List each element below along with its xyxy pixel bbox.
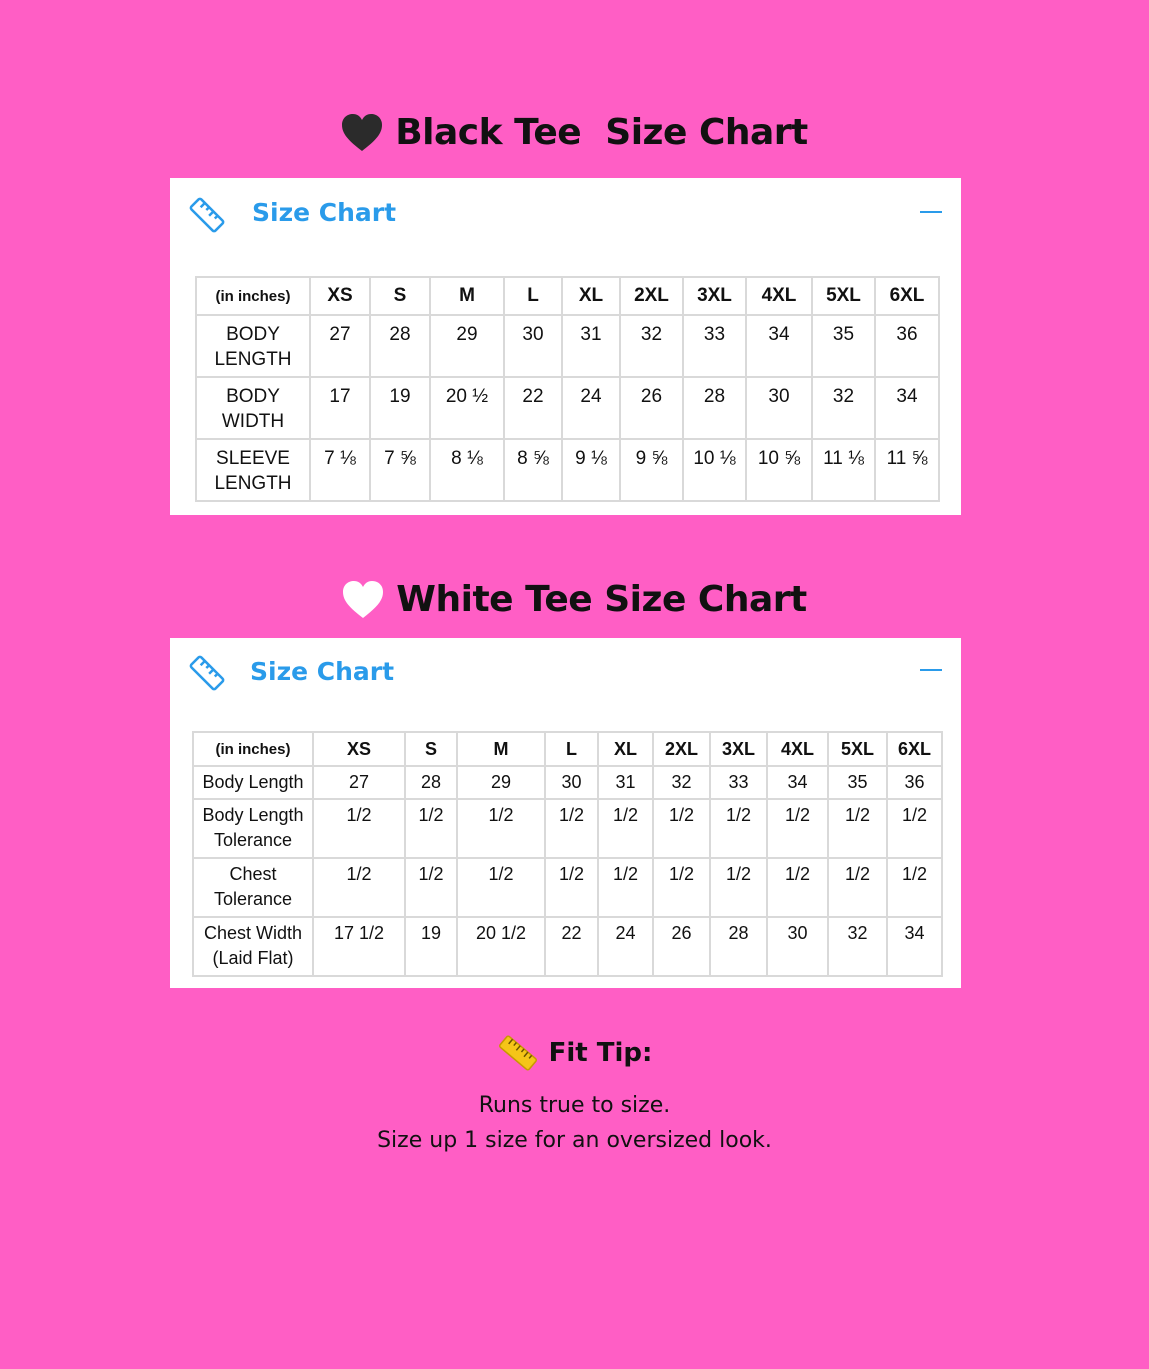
table-cell: 1/2 <box>767 858 828 917</box>
table-cell: 35 <box>812 315 875 377</box>
header-cell: S <box>370 277 430 315</box>
table-cell: 9 ⅝ <box>620 439 683 501</box>
table-cell: 8 ⅛ <box>430 439 504 501</box>
table-cell: 28 <box>710 917 767 976</box>
table-cell: 1/2 <box>545 858 598 917</box>
table-cell: 28 <box>683 377 746 439</box>
table-cell: 29 <box>430 315 504 377</box>
ruler-icon <box>188 196 226 234</box>
row-label: Body Length <box>193 766 313 799</box>
header-cell: L <box>545 732 598 766</box>
table-row <box>196 315 939 377</box>
header-cell: 3XL <box>710 732 767 766</box>
table-cell: 17 1/2 <box>313 917 405 976</box>
table-cell: 7 ⅝ <box>370 439 430 501</box>
table-cell: 1/2 <box>457 858 545 917</box>
table-cell: 28 <box>405 766 457 799</box>
header-cell: 4XL <box>767 732 828 766</box>
black-heart-icon <box>341 113 383 153</box>
table-row <box>196 439 939 501</box>
row-label: BODY WIDTH <box>196 377 310 439</box>
table-cell: 29 <box>457 766 545 799</box>
header-cell: 5XL <box>828 732 887 766</box>
table-cell: 34 <box>887 917 942 976</box>
table-cell: 1/2 <box>653 799 710 858</box>
ruler-icon <box>188 654 226 692</box>
white-heart-icon <box>342 580 384 620</box>
header-cell: 6XL <box>887 732 942 766</box>
size-chart-title: Size Chart <box>252 198 397 227</box>
table-cell: 1/2 <box>887 799 942 858</box>
black-tee-title: Black Tee Size Chart <box>395 112 808 153</box>
table-row <box>196 377 939 439</box>
header-cell: L <box>504 277 562 315</box>
table-cell: 20 ½ <box>430 377 504 439</box>
fit-tip-title: Fit Tip: <box>548 1038 653 1068</box>
header-cell: (in inches) <box>193 732 313 766</box>
row-label: BODY LENGTH <box>196 315 310 377</box>
table-header-row <box>193 732 942 766</box>
table-cell: 8 ⅝ <box>504 439 562 501</box>
table-cell: 1/2 <box>405 858 457 917</box>
collapse-minus-icon[interactable] <box>920 211 942 213</box>
table-cell: 17 <box>310 377 370 439</box>
fit-tip-line-2: Size up 1 size for an oversized look. <box>377 1128 772 1153</box>
table-cell: 32 <box>812 377 875 439</box>
header-cell: XL <box>598 732 653 766</box>
header-cell: 5XL <box>812 277 875 315</box>
collapse-minus-icon[interactable] <box>920 669 942 671</box>
table-cell: 31 <box>598 766 653 799</box>
table-cell: 1/2 <box>828 858 887 917</box>
table-cell: 1/2 <box>313 799 405 858</box>
header-cell: 4XL <box>746 277 812 315</box>
header-cell: S <box>405 732 457 766</box>
header-cell: 3XL <box>683 277 746 315</box>
table-cell: 11 ⅛ <box>812 439 875 501</box>
header-cell: 2XL <box>653 732 710 766</box>
header-cell: XS <box>313 732 405 766</box>
table-cell: 33 <box>683 315 746 377</box>
white-tee-title: White Tee Size Chart <box>396 579 807 620</box>
row-label: Body Length Tolerance <box>193 799 313 858</box>
row-label: Chest Width (Laid Flat) <box>193 917 313 976</box>
table-cell: 24 <box>598 917 653 976</box>
table-cell: 30 <box>504 315 562 377</box>
table-cell: 1/2 <box>710 858 767 917</box>
table-cell: 35 <box>828 766 887 799</box>
table-cell: 9 ⅛ <box>562 439 620 501</box>
white-tee-heading <box>0 579 1149 620</box>
table-cell: 7 ⅛ <box>310 439 370 501</box>
header-cell: 6XL <box>875 277 939 315</box>
table-cell: 1/2 <box>313 858 405 917</box>
header-cell: (in inches) <box>196 277 310 315</box>
table-cell: 10 ⅝ <box>746 439 812 501</box>
table-cell: 24 <box>562 377 620 439</box>
table-cell: 10 ⅛ <box>683 439 746 501</box>
table-row <box>193 799 942 858</box>
table-cell: 36 <box>875 315 939 377</box>
table-cell: 1/2 <box>653 858 710 917</box>
black-tee-heading <box>0 112 1149 153</box>
table-cell: 28 <box>370 315 430 377</box>
table-cell: 32 <box>653 766 710 799</box>
row-label: SLEEVE LENGTH <box>196 439 310 501</box>
table-cell: 1/2 <box>545 799 598 858</box>
table-cell: 1/2 <box>767 799 828 858</box>
header-cell: 2XL <box>620 277 683 315</box>
table-cell: 30 <box>767 917 828 976</box>
table-cell: 22 <box>545 917 598 976</box>
table-cell: 27 <box>313 766 405 799</box>
table-cell: 22 <box>504 377 562 439</box>
table-cell: 19 <box>405 917 457 976</box>
table-cell: 11 ⅝ <box>875 439 939 501</box>
header-cell: M <box>457 732 545 766</box>
table-cell: 32 <box>828 917 887 976</box>
table-row <box>193 766 942 799</box>
table-cell: 1/2 <box>710 799 767 858</box>
size-chart-header[interactable] <box>170 178 961 248</box>
table-cell: 20 1/2 <box>457 917 545 976</box>
table-cell: 34 <box>875 377 939 439</box>
table-cell: 34 <box>746 315 812 377</box>
table-cell: 1/2 <box>405 799 457 858</box>
white-size-chart-card <box>170 638 961 988</box>
black-size-table <box>195 276 940 502</box>
table-cell: 36 <box>887 766 942 799</box>
table-row <box>193 858 942 917</box>
table-cell: 1/2 <box>598 858 653 917</box>
table-cell: 19 <box>370 377 430 439</box>
row-label: Chest Tolerance <box>193 858 313 917</box>
table-cell: 1/2 <box>887 858 942 917</box>
table-cell: 26 <box>653 917 710 976</box>
table-cell: 27 <box>310 315 370 377</box>
header-cell: M <box>430 277 504 315</box>
table-cell: 31 <box>562 315 620 377</box>
header-cell: XS <box>310 277 370 315</box>
table-row <box>193 917 942 976</box>
ruler-emoji-icon <box>497 1032 539 1074</box>
table-cell: 26 <box>620 377 683 439</box>
table-cell: 32 <box>620 315 683 377</box>
table-cell: 30 <box>746 377 812 439</box>
black-size-chart-card <box>170 178 961 515</box>
table-cell: 1/2 <box>457 799 545 858</box>
size-chart-header[interactable] <box>170 638 961 708</box>
size-chart-title: Size Chart <box>250 657 395 686</box>
table-cell: 34 <box>767 766 828 799</box>
table-header-row <box>196 277 939 315</box>
header-cell: XL <box>562 277 620 315</box>
table-cell: 33 <box>710 766 767 799</box>
fit-tip-line-1: Runs true to size. <box>478 1093 671 1118</box>
white-size-table <box>192 731 943 977</box>
fit-tip-heading <box>0 1032 1149 1074</box>
table-cell: 1/2 <box>598 799 653 858</box>
table-cell: 1/2 <box>828 799 887 858</box>
table-cell: 30 <box>545 766 598 799</box>
